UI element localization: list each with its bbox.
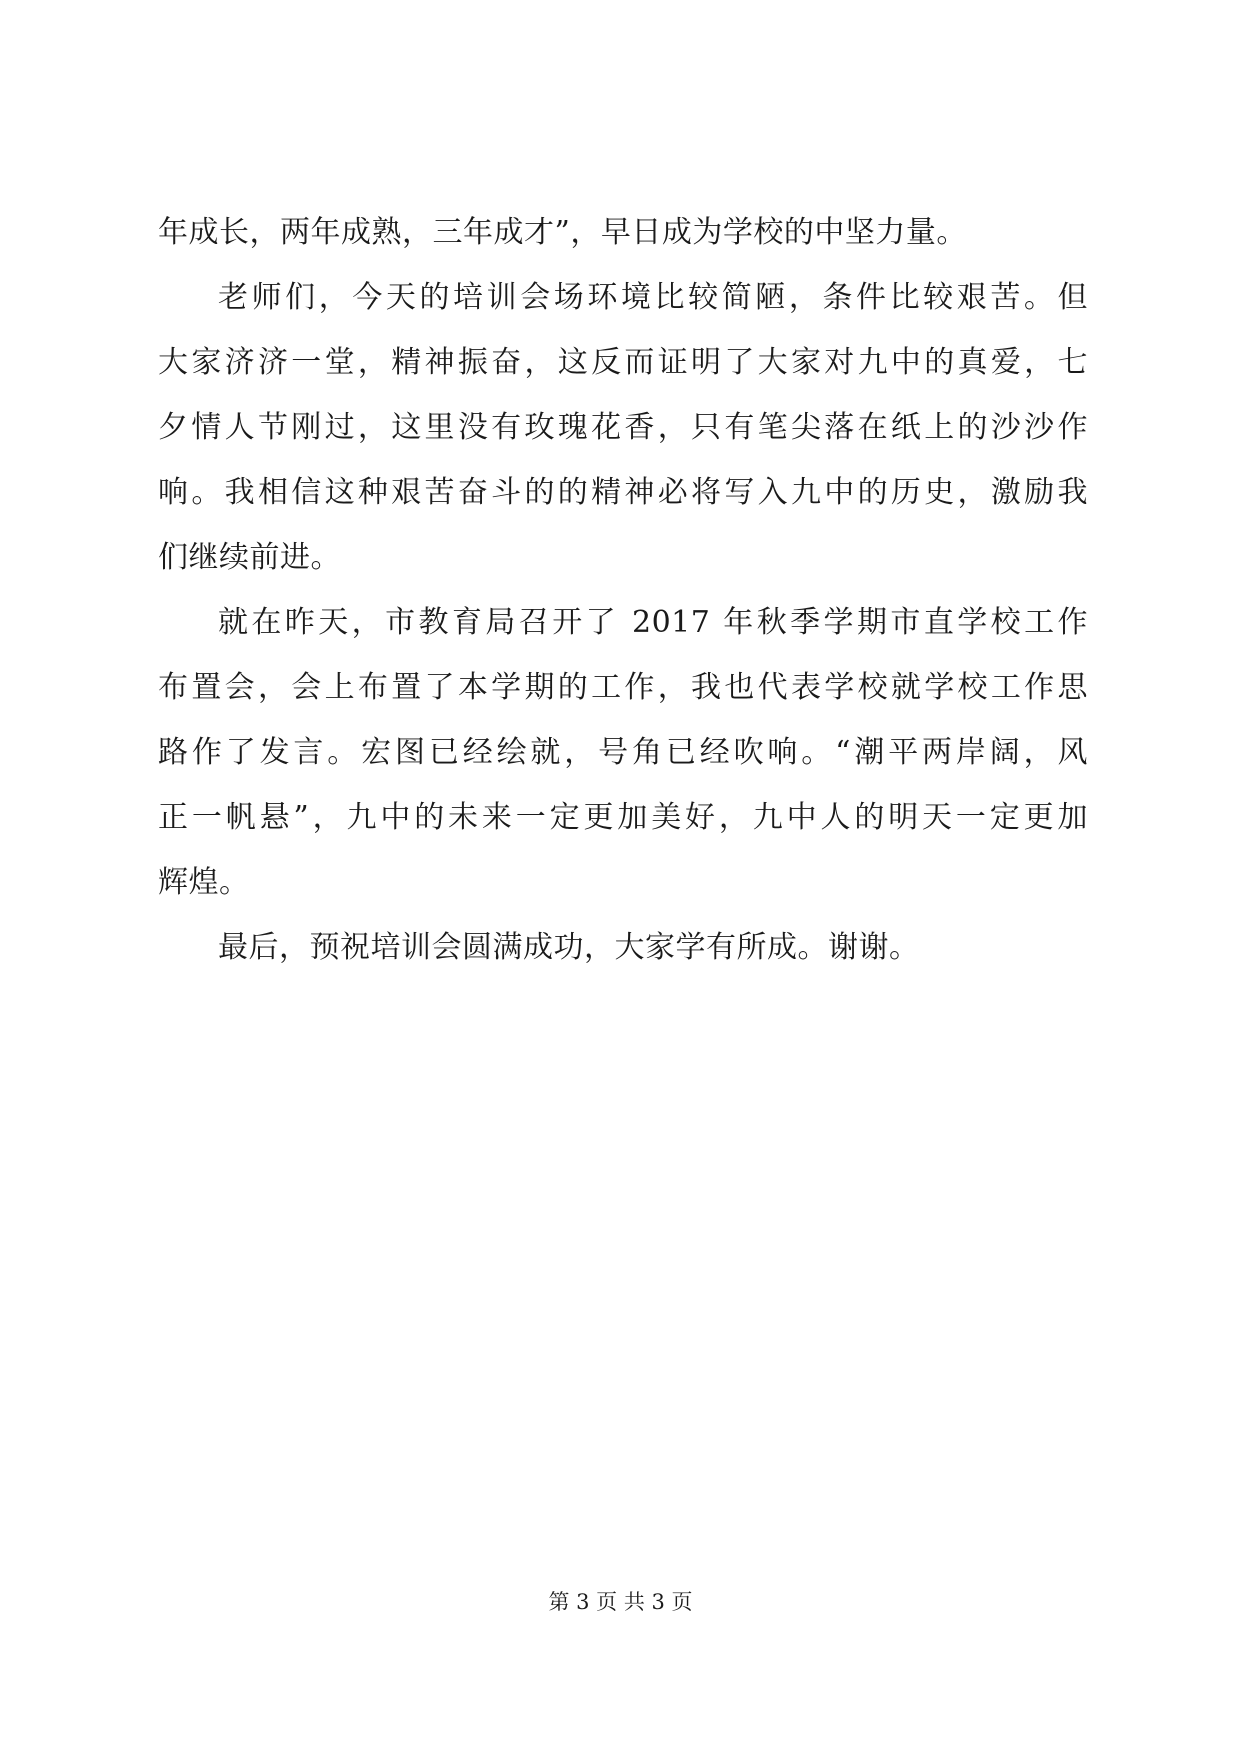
text-line: 就在昨天，市教育局召开了 2017 年秋季学期市直学校工作 (218, 605, 1088, 640)
text-line: 大家济济一堂，精神振奋，这反而证明了大家对九中的真爱，七 (158, 345, 1088, 380)
text-line: 辉煌。 (158, 865, 250, 900)
text-line: 路作了发言。宏图已经绘就，号角已经吹响。“潮平两岸阔，风 (158, 735, 1088, 770)
text-line: 夕情人节刚过，这里没有玫瑰花香，只有笔尖落在纸上的沙沙作 (158, 410, 1088, 445)
text-line: 布置会，会上布置了本学期的工作，我也代表学校就学校工作思 (158, 670, 1088, 705)
text-line: 年成长，两年成熟，三年成才”，早日成为学校的中坚力量。 (158, 215, 967, 250)
text-line: 最后，预祝培训会圆满成功，大家学有所成。谢谢。 (218, 930, 920, 965)
text-line: 正一帆悬”，九中的未来一定更加美好，九中人的明天一定更加 (158, 800, 1088, 835)
text-line: 老师们，今天的培训会场环境比较简陋，条件比较艰苦。但 (218, 280, 1088, 315)
text-line: 们继续前进。 (158, 540, 341, 575)
page-footer: 第 3 页 共 3 页 (548, 1590, 693, 1614)
text-line: 响。我相信这种艰苦奋斗的的精神必将写入九中的历史，激励我 (158, 475, 1088, 510)
body-text (158, 200, 1088, 980)
